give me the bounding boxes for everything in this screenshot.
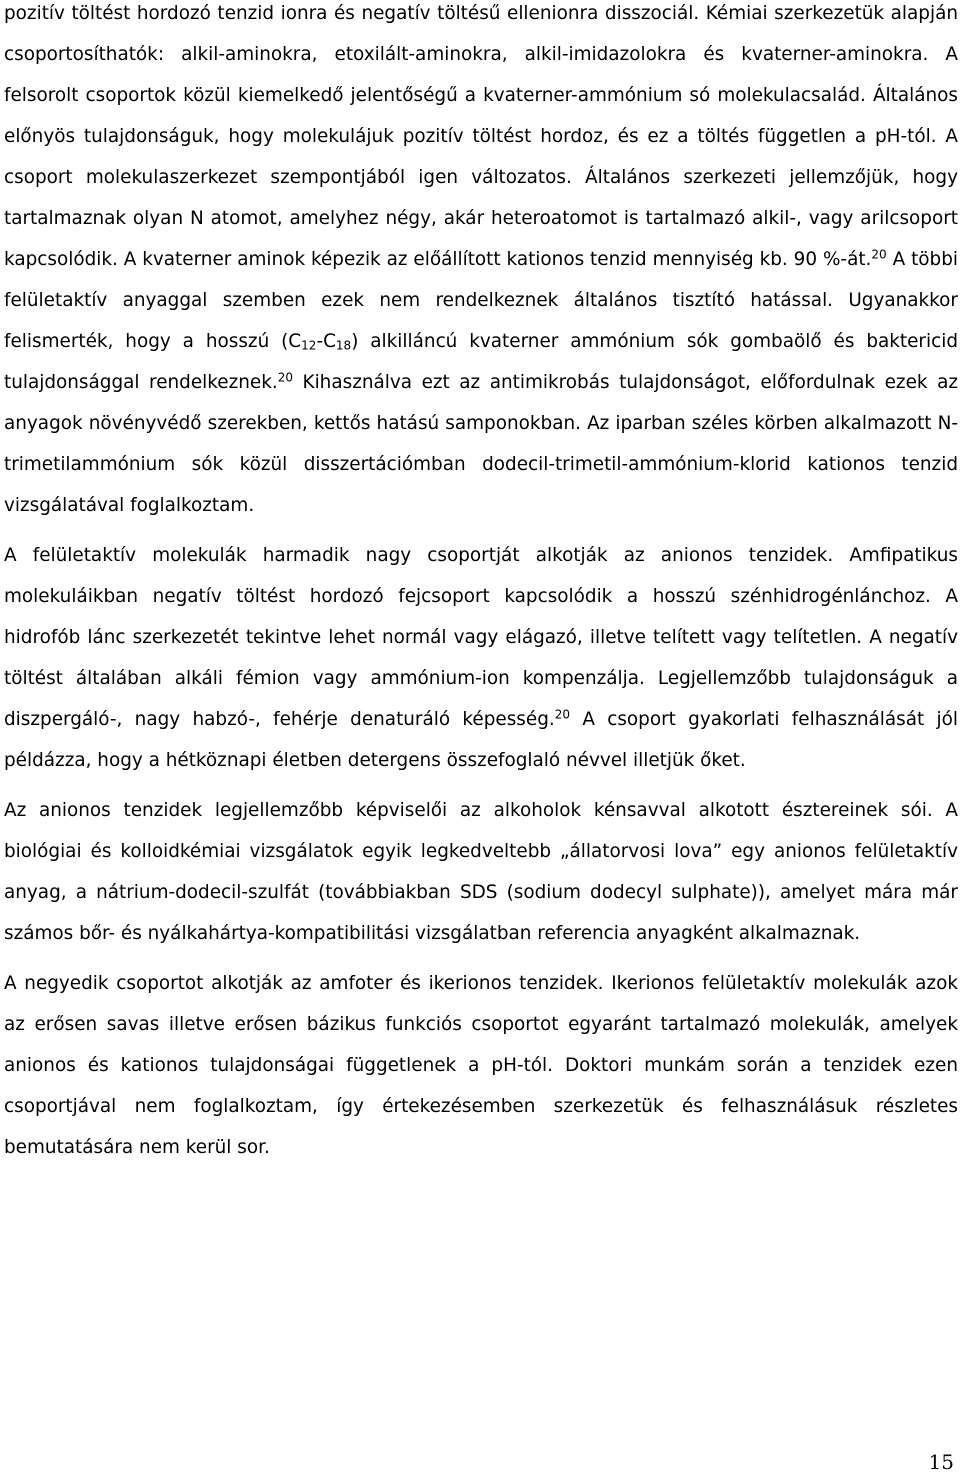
page-number: 15: [928, 1450, 954, 1474]
body-text: Az anionos tenzidek legjellemzőbb képviselői az alkoholok kénsavval alkotott észtereinek sói. A biológiai és kolloidkémiai vizsgálatok egyik legkedveltebb „állatorvosi lova” egy anionos felületaktív anyag, a nátrium-dodecil-szulfát (továbbiakban SDS (sodium dodecyl sulphate)), amelyet mára már számos bőr- és nyálkahártya-kompatibilitási vizsgálatban referencia anyagként alkalmaznak.: [4, 800, 958, 944]
body-text: A negyedik csoportot alkotják az amfoter és ikerionos tenzidek. Ikerionos felületaktív molekulák azok az erősen savas illetve erősen bázikus funkciós csoportot egyaránt tartalmazó molekulák, amelyek anionos és kationos tulajdonságai függetlenek a pH-tól. Doktori munkám során a tenzidek ezen csoportjával nem foglalkoztam, így értekezésemben szerkezetük és felhasználásuk részletes bemutatására nem kerül sor.: [4, 973, 958, 1158]
document-page: [4, 0, 958, 1168]
paragraph-sds: [4, 790, 958, 954]
subscript-text: 12: [301, 338, 317, 353]
body-text: Kihasználva ezt az antimikrobás tulajdonságot, előfordulnak ezek az anyagok növényvédő szerekben, kettős hatású samponokban. Az iparban széles körben alkalmazott N-trimetilammónium sók közül disszertációmban dodecil-trimetil-ammónium-klorid kationos tenzid vizsgálatával foglalkoztam.: [4, 372, 958, 516]
footnote-reference: 20: [871, 247, 887, 262]
footnote-reference: 20: [554, 707, 571, 722]
body-text: A többi felületaktív anyaggal szemben ezek nem rendelkeznek általános tisztító hatással. Ugyanakkor felismerték, hogy a hosszú (C: [4, 249, 958, 352]
paragraph-cationic-surfactants: [4, 0, 958, 526]
footnote-reference: 20: [277, 370, 293, 385]
body-text: pozitív töltést hordozó tenzid ionra és negatív töltésű ellenionra disszociál. Kémiai szerkezetük alapján csoportosíthatók: alkil-aminokra, etoxilált-aminokra, alkil-imidazolokra és kvaterner-aminokra. A felsorolt csoportok közül kiemelkedő jelentőségű a kvaterner-ammónium só molekulacsalád. Általános előnyös tulajdonságuk, hogy molekulájuk pozitív töltést hordoz, és ez a töltés független a pH-tól. A csoport molekulaszerkezet szempontjából igen változatos. Általános szerkezeti jellemzőjük, hogy tartalmaznak olyan N atomot, amelyhez négy, akár heteroatomot is tartalmazó alkil-, vagy arilcsoport kapcsolódik. A kvaterner aminok képezik az előállított kationos tenzid mennyiség kb. 90 %-át.: [4, 3, 958, 270]
paragraph-anionic-surfactants: [4, 535, 958, 781]
body-text: A felületaktív molekulák harmadik nagy csoportját alkotják az anionos tenzidek. Amfipatikus molekuláikban negatív töltést hordozó fejcsoport kapcsolódik a hosszú szénhidrogénlánchoz. A hidrofób lánc szerkezetét tekintve lehet normál vagy elágazó, illetve telített vagy telítetlen. A negatív töltést általában alkáli fémion vagy ammónium-ion kompenzálja. Legjellemzőbb tulajdonságuk a diszpergáló-, nagy habzó-, fehérje denaturáló képesség.: [4, 545, 958, 730]
body-text: A csoport gyakorlati felhasználását jól példázza, hogy a hétköznapi életben detergens összefoglaló névvel illetjük őket.: [4, 709, 959, 771]
body-text: ) alkilláncú kvaterner ammónium sók gombaölő és baktericid tulajdonsággal rendelkeznek.: [4, 331, 959, 393]
subscript-text: 18: [335, 338, 352, 353]
paragraph-zwitterionic-surfactants: [4, 963, 958, 1168]
body-text: -C: [316, 331, 336, 352]
